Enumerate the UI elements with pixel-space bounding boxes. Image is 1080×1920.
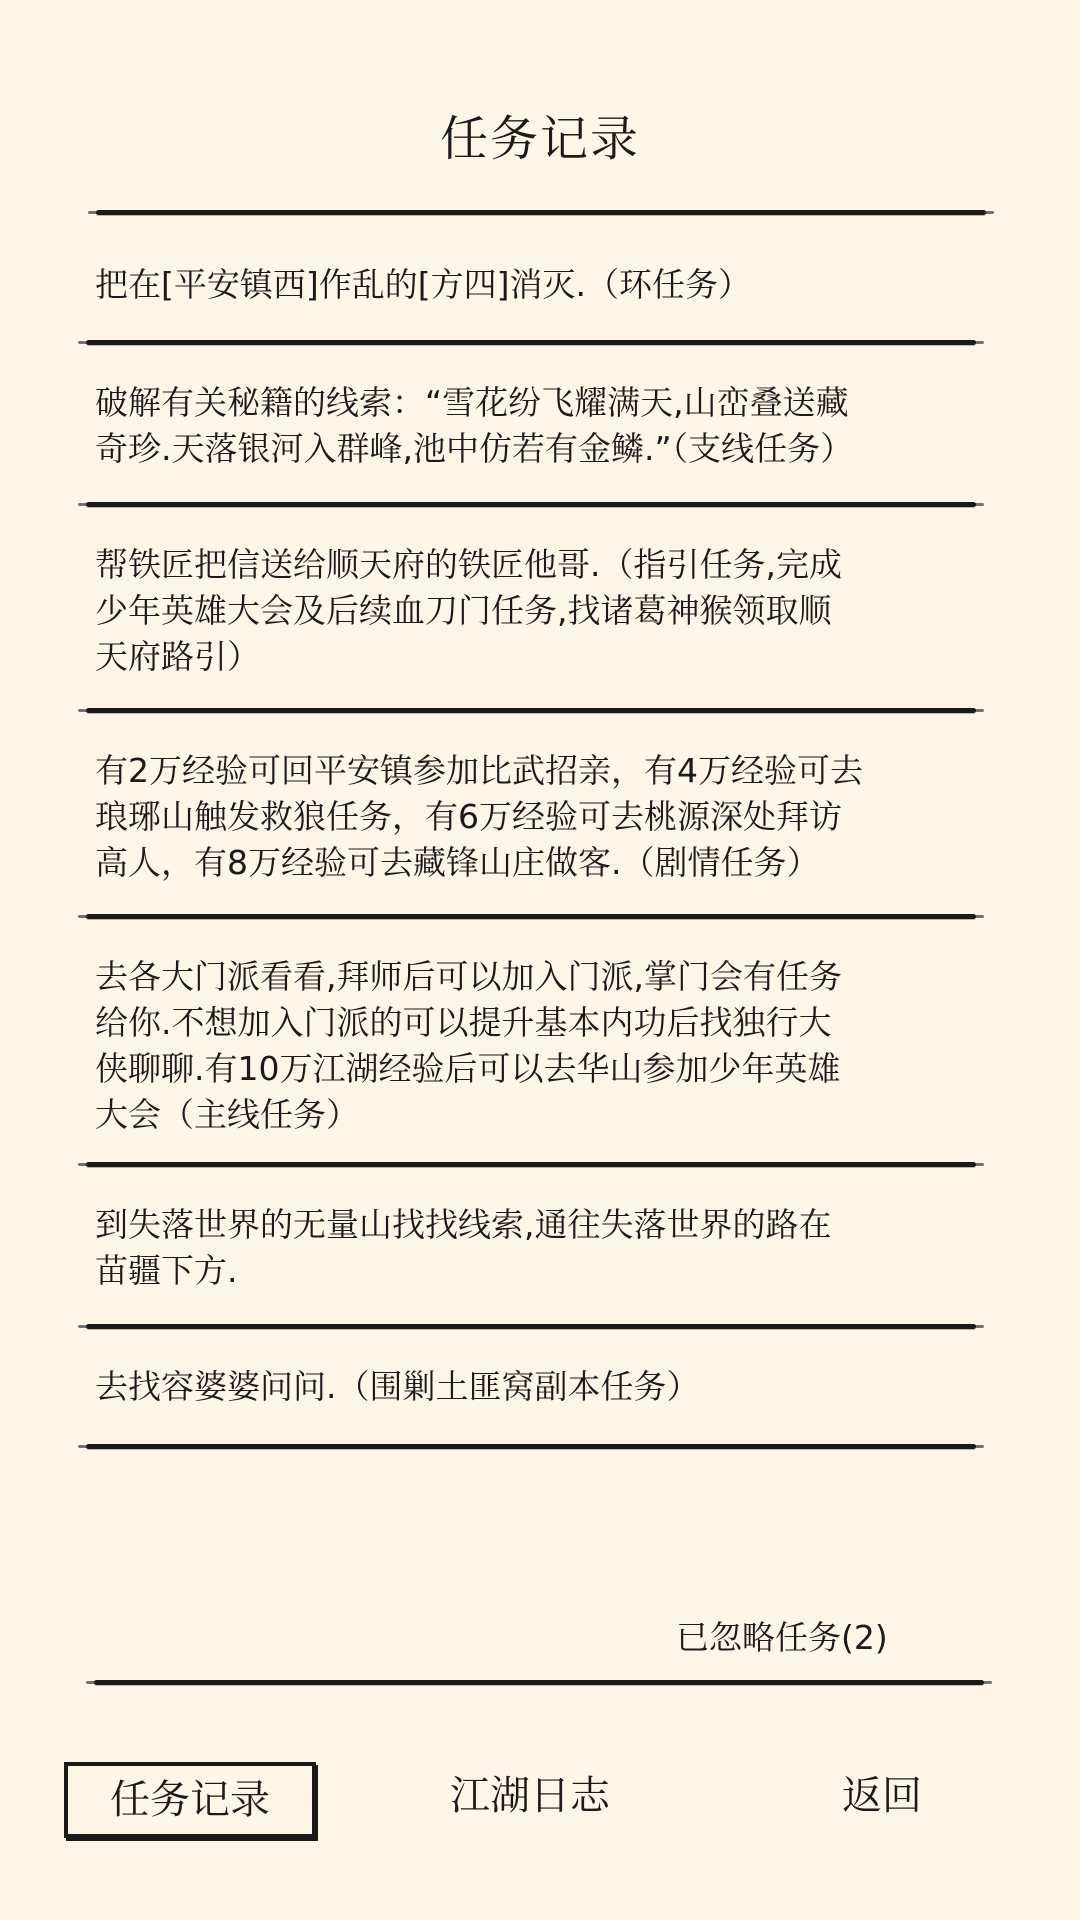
tab-records[interactable]: 任务记录	[64, 1762, 316, 1838]
divider	[86, 1162, 976, 1167]
ignored-quests-button[interactable]: 已忽略任务(2)	[676, 1618, 888, 1657]
divider	[86, 340, 976, 345]
quest-item-6[interactable]: 到失落世界的无量山找找线索,通往失落世界的路在 苗疆下方.	[95, 1205, 832, 1290]
quest-item-5[interactable]: 去各大门派看看,拜师后可以加入门派,掌门会有任务 给你.不想加入门派的可以提升基本内功后找独行大 侠聊聊.有10万江湖经验后可以去华山参加少年英雄 大会（主线任务）	[95, 957, 842, 1134]
divider	[86, 1444, 976, 1449]
divider	[86, 708, 976, 713]
divider	[86, 502, 976, 507]
quest-item-3[interactable]: 帮铁匠把信送给顺天府的铁匠他哥.（指引任务,完成 少年英雄大会及后续血刀门任务,找诸葛神猴领取顺 天府路引）	[95, 545, 842, 676]
divider	[86, 1324, 976, 1329]
page-title: 任务记录	[439, 111, 640, 167]
quest-item-7[interactable]: 去找容婆婆问问.（围剿土匪窝副本任务）	[95, 1367, 700, 1406]
quest-item-4[interactable]: 有2万经验可回平安镇参加比武招亲，有4万经验可去 琅琊山触发救狼任务，有6万经验可去桃源深处拜访 高人，有8万经验可去藏锋山庄做客.（剧情任务）	[95, 751, 863, 882]
quest-item-1[interactable]: 把在[平安镇西]作乱的[方四]消灭.（环任务）	[95, 265, 751, 304]
tab-journal[interactable]: 江湖日志	[450, 1773, 610, 1819]
divider	[96, 210, 986, 215]
quest-item-2[interactable]: 破解有关秘籍的线索：“雪花纷飞耀满天,山峦叠送藏 奇珍.天落银河入群峰,池中仿若有金鳞.”（支线任务）	[95, 383, 854, 468]
divider	[86, 914, 976, 919]
back-button[interactable]: 返回	[842, 1773, 922, 1819]
divider	[94, 1680, 984, 1685]
